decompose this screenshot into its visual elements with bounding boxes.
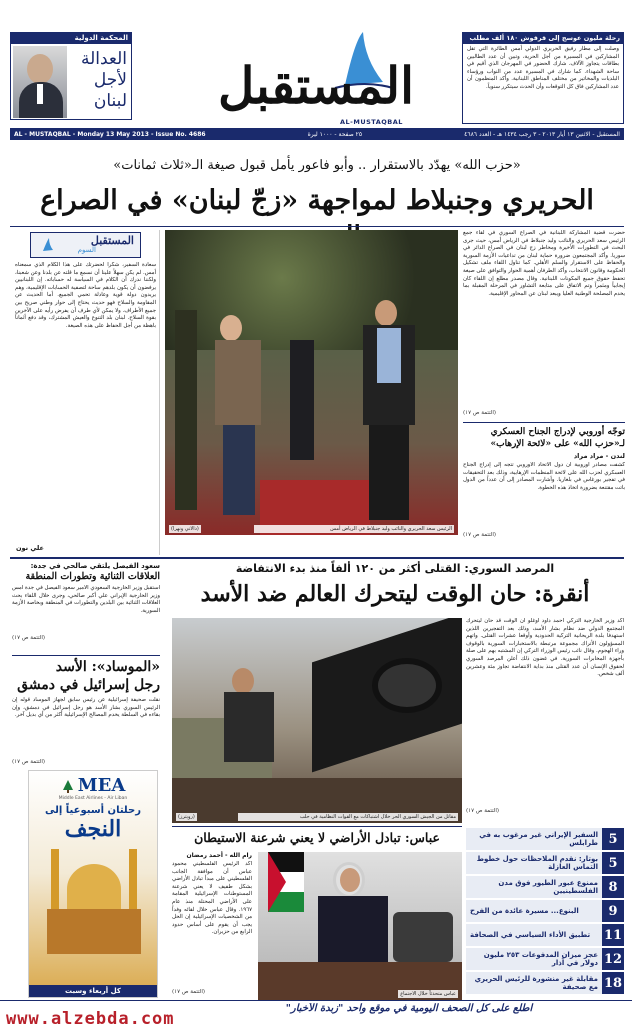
hariri-portrait (13, 46, 67, 118)
footer-url[interactable]: www.alzebda.com (6, 1009, 175, 1029)
eu-headline[interactable]: توجّه أوروبي لإدراج الجناح العسكري لـ«حزب الله» على «لائحة الإرهاب» (490, 427, 625, 449)
top-news-header: رحلة مليون عوسج إلى قرقوش ١٨٠ ألف مطلب (463, 33, 623, 44)
index-page: 8 (602, 876, 624, 898)
syria-body-column (466, 618, 624, 823)
abbas-photo-caption: عباس متحدثاً خلال الاجتماع (400, 991, 456, 997)
faisal-kicker: سعود الفيصل يلتقي صالحي في جدة: (30, 562, 160, 570)
index-row[interactable] (466, 828, 624, 850)
index-row[interactable] (466, 972, 624, 994)
top-news-body: وصلت إلى مطار رفيق الحريري الدولي أمس الطائرة التي تقل المشاركين في المسيرة من أجل الحرية، وتبين أن عدد الطالبين بطاقات يتجاوز الآلاف. شارك الحضور في المهرجان الذي أقيم في ساحة الشهداء. كما شارك في المسيرة عدد من النواب ورؤساء البلديات والمخاتير من مختلف المناطق اللبنانية. وأكد المنظمون أن عدد المشاركين فاق كل التوقعات وأن الحدث سيتكرر سنوياً. (467, 46, 619, 90)
syria-photo-credit: (رويترز) (178, 814, 195, 820)
index-page: 5 (602, 852, 624, 874)
syria-body: أكد وزير الخارجية التركي أحمد داود أوغلو أن الوقت قد حان ليتحرك المجتمع الدولي ضد نظام بشار الأسد، وذلك بعد التفجيرين اللذين استهدفا بلدة الريحانية التركية الحدودية وأوقعا عشرات القتلى. واتهم المسؤولون الأتراك مجموعة مرتبطة بالاستخبارات السورية بالوقوف وراء الهجوم. وقال نائب رئيس الوزراء التركي إن المشتبه بهم على صلة بأجهزة المخابرات السورية. في غضون ذلك أعلن المرصد السوري لحقوق الإنسان أن عدد القتلى منذ بداية الانتفاضة تجاوز مئة وعشرين ألف شخص. (466, 618, 624, 678)
lead-body: حضرت قضية المشاركة اللبنانية في الصراع السوري في لقاء جمع الرئيس سعد الحريري والنائب وليد جنبلاط في الرياض أمس، حيث جرى البحث في التطورات الأخيرة ومخاطر زج لبنان في الصراع الدائر في سوريا. وأكد المجتمعون ضرورة حماية لبنان من تداعيات الأزمة السورية والحفاظ على الاستقرار والسلم الأهلي. كما تناول اللقاء ملف تشكيل الحكومة وقانون الانتخاب، وأكد الطرفان أهمية الحوار والتوافق على صيغة تحفظ حقوق جميع المكونات اللبنانية. وقال مصدر مطلع إن اللقاء كان إيجابياً ومثمراً وتم الاتفاق على متابعة التشاور في المرحلة المقبلة بما يخدم المصلحة الوطنية العليا ويبعد لبنان عن المحاور الإقليمية. (463, 230, 625, 297)
mossad-headline-2[interactable]: رجل إسرائيل في دمشق (17, 677, 160, 693)
index-text: مقابلة غير منشورة للرئيس الحريري مع صحيفة (466, 972, 602, 994)
index-text: بوتار: نقدم الملاحظات حول خطوط التماس العازلة (466, 852, 602, 874)
lead-photo-caption: الرئيس سعد الحريري والنائب وليد جنبلاط في الرياض أمس (254, 525, 454, 533)
mossad-headline-1[interactable]: «الموساد»: الأسد (55, 659, 160, 675)
price-label: ٢٥ صفحة - ١٠٠٠ ليرة (307, 130, 363, 138)
logo-arabic: المستقبل (218, 56, 414, 115)
column-body: سعادة السفير، شكراً لحضرتك على هذا الكلام الذي سمعناه أمس. لم يكن سهلاً علينا أن نسمع ما قلته عن بلدنا وعن شعبنا، ولكننا ندرك أن الكلام في السياسة له حساباته. إن اللبنانيين يرفضون أن يكون بلدهم ساحة لتصفية الحسابات الإقليمية، وهم يريدون دولة قوية وعادلة تحمي الجميع. أما الحديث عن المقاومة والسلاح فهو حديث يحتاج إلى حوار وطني صريح بين جميع الأطراف. ولا يمكن لأي طرف أن يفرض رأيه على الآخرين بقوة السلاح. لبنان بلد التنوع والعيش المشترك، وقد دفع أثماناً باهظة من أجل الحفاظ على هذه الصيغة. (15, 262, 156, 329)
index-row[interactable] (466, 948, 624, 970)
top-news-box (462, 32, 624, 124)
index-text: البنوع... مسيرة عائدة من الفرح (466, 900, 602, 922)
mosque-illustration (29, 844, 157, 964)
mea-brand: MEA (77, 775, 126, 796)
lead-photo[interactable] (165, 230, 458, 535)
mea-footer: كل أربعاء وسبت (29, 985, 157, 997)
lead-kicker: «حزب الله» يهدّد بالاستقرار .. وأبو فاعور يأمل قبول صيغة الـ«ثلاث ثمانات» (113, 158, 521, 173)
mea-ad[interactable] (28, 770, 158, 998)
lead-continued: (التتمة ص ١٧) (463, 410, 497, 416)
column-signature: علي نون (16, 544, 44, 552)
syria-photo[interactable] (172, 618, 462, 823)
tribunal-header: المحكمة الدولية (11, 33, 131, 44)
index-page: 11 (602, 924, 624, 946)
palestine-flag-icon (268, 852, 304, 912)
index-page: 12 (602, 948, 624, 970)
eu-story (463, 422, 625, 557)
index-text: تطبيق الأداء السياسي في الصحافة (466, 924, 602, 946)
syria-kicker: المرصد السوري: القتلى أكثر من ١٢٠ ألفاً منذ بدء الانتفاضة (235, 562, 555, 575)
index-text: ممنوع عبور الطيور فوق مدن الفلسطينيين (466, 876, 602, 898)
abbas-headline[interactable]: عباس: تبادل الأراضي لا يعني شرعنة الاستيطان (194, 830, 440, 845)
mea-line-2: النجف (64, 816, 122, 842)
index-text: السفير الإيراني غير مرغوب به في طرابلس (466, 828, 602, 850)
faisal-body: استقبل وزير الخارجية السعودي الأمير سعود الفيصل في جدة أمس وزير الخارجية الإيراني علي أكبر صالحي، وجرى خلال اللقاء بحث العلاقات الثنائية بين البلدين والتطورات في المنطقة وبخاصة الأزمة السورية. (12, 585, 160, 614)
date-strip-ar: المستقبل - الاثنين ١٣ أيار ٢٠١٣ - ٣ رجب ١٤٣٤ هـ - العدد ٤٦٨٦ (464, 130, 620, 138)
mea-cedar-icon (61, 779, 75, 793)
column-logo-box (30, 232, 141, 258)
tribunal-slogan-1: العدالة (80, 49, 127, 69)
mea-brand-sub: Middle East Airlines - Air Liban (58, 796, 128, 801)
faisal-continued: (التتمة ص ١٧) (12, 635, 46, 641)
opinion-column (12, 230, 160, 555)
column-logo-sub: السوم (77, 246, 96, 254)
lead-body-column (463, 230, 625, 420)
logo-latin: AL-MUSTAQBAL (340, 118, 403, 126)
eu-body: كشفت مصادر أوروبية أن دول الاتحاد الأوروبي تتجه إلى إدراج الجناح العسكري لحزب الله على لائحة المنظمات الإرهابية، وذلك بعد التحقيقات في تفجير بورغاس في بلغاريا. وأشارت المصادر إلى أن عدداً من الدول باتت مقتنعة بضرورة اتخاذ هذه الخطوة. (463, 462, 625, 491)
index-page: 9 (602, 900, 624, 922)
index-row[interactable] (466, 852, 624, 874)
index-row[interactable] (466, 876, 624, 898)
mossad-body: نقلت صحيفة إسرائيلية عن رئيس سابق لجهاز الموساد قوله إن الرئيس السوري بشار الأسد هو رجل إسرائيل في دمشق، وإن بقاءه في السلطة يخدم المصالح الإسرائيلية أكثر من أي بديل آخر. (12, 697, 160, 719)
index-text: عجز ميزان المدفوعات ٢٥٣ مليون دولار في آذار (466, 948, 602, 970)
tribunal-slogan-2: لأجل (93, 70, 127, 90)
tribunal-box (10, 32, 132, 120)
faisal-headline[interactable]: العلاقات الثنائية وتطورات المنطقة (25, 571, 160, 582)
index-box (466, 828, 624, 998)
tribunal-slogan-3: لبنان (93, 91, 127, 111)
index-row[interactable] (466, 900, 624, 922)
syria-continued: (التتمة ص ١٧) (466, 808, 500, 814)
abbas-body: أكد الرئيس الفلسطيني محمود عباس أن موافقة الجانب الفلسطيني على مبدأ تبادل الأراضي بشكل طفيف لا يعني شرعنة المستوطنات الإسرائيلية المقامة على الأراضي المحتلة منذ عام ١٩٦٧. وقال عباس خلال لقائه وفداً من الشخصيات الإسرائيلية إن الحل يجب أن يقوم على أساس حدود الرابع من حزيران. (172, 861, 252, 936)
abbas-byline: رام الله - أحمد رمضان (186, 852, 252, 859)
lead-photo-credit: (دالاتي ونهرا) (171, 526, 199, 532)
abbas-continued: (التتمة ص ١٧) (172, 989, 206, 995)
eu-continued: (التتمة ص ١٧) (463, 532, 497, 538)
faisal-story (12, 562, 160, 652)
eu-byline: لندن - مراد مراد (573, 452, 625, 460)
mossad-continued: (التتمة ص ١٧) (12, 759, 46, 765)
lead-headline[interactable]: الحريري وجنبلاط لمواجهة «زجّ لبنان» في الصراع (40, 185, 594, 216)
index-row[interactable] (466, 924, 624, 946)
masthead-logo[interactable] (185, 30, 447, 126)
syria-photo-caption: مقاتل من الجيش السوري الحر خلال اشتباكات مع القوات النظامية في حلب (238, 813, 458, 821)
footer-banner[interactable] (0, 1000, 632, 1030)
abbas-body-column (172, 852, 252, 1002)
syria-headline[interactable]: أنقرة: حان الوقت ليتحرك العالم ضد الأسد (200, 581, 590, 607)
date-strip-en: AL - MUSTAQBAL - Monday 13 May 2013 - Issue No. 4686 (14, 130, 206, 138)
date-strip (10, 128, 624, 140)
column-logo: المستقبل (90, 234, 134, 247)
abbas-photo[interactable] (258, 852, 462, 1000)
column-sail-icon (40, 238, 54, 252)
mea-line-1: رحلتان أسبوعياً إلى (45, 805, 141, 816)
mossad-story (12, 658, 160, 768)
footer-promo: اطلع على كل الصحف اليومية في موقع واحد "زبدة الأخبار" (285, 1003, 533, 1014)
index-page: 5 (602, 828, 624, 850)
index-page: 18 (602, 972, 624, 994)
